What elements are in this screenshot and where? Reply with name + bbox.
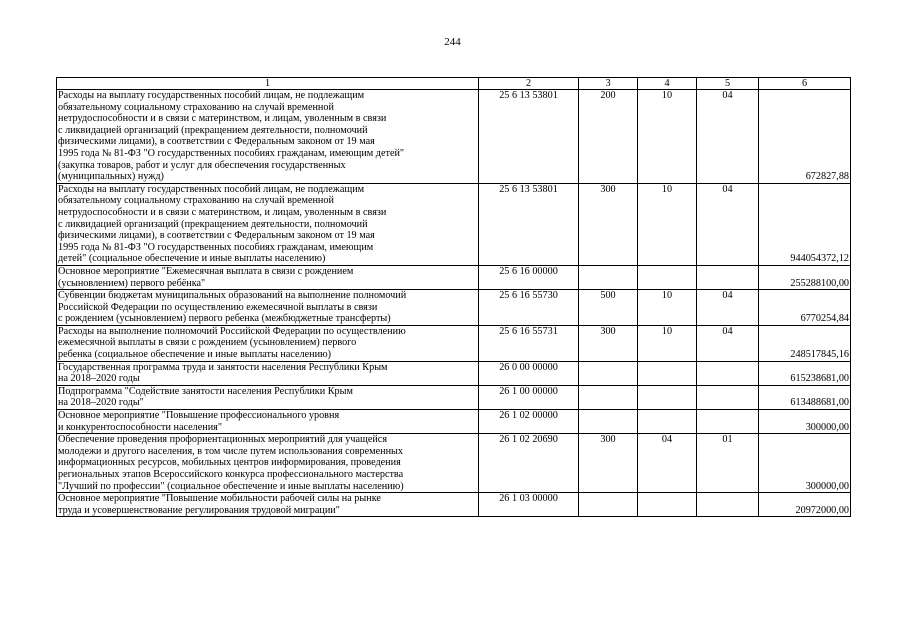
table-row [57,265,851,289]
target-article-code: 26 0 00 00000 [479,361,579,385]
table-row [57,434,851,493]
row-description: Расходы на выплату государственных пособий лицам, не подлежащим обязательному социальному страхованию на случай временной нетрудоспособности и в связи с материнством, и лицам, уволенным в связи с ликвидацией организаций (прекращением деятельности, полномочий физическими лицами), в соответствии с Федеральным законом от 19 мая 1995 года № 81-ФЗ "О государственных пособиях гражданам, имеющим детей" (закупка товаров, работ и услуг для обеспечения государственных (муниципальных) нужд) [57,90,479,184]
column-header: 4 [638,78,697,90]
expense-type-code: 300 [579,183,638,265]
table-row [57,410,851,434]
target-article-code: 25 6 16 55730 [479,290,579,326]
amount-value: 20972000,00 [759,493,851,517]
row-description: Основное мероприятие "Повышение мобильности рабочей силы на рынке труда и усовершенствование регулирования трудовой миграции" [57,493,479,517]
section-code: 10 [638,90,697,184]
row-description: Государственная программа труда и занятости населения Республики Крым на 2018–2020 годы [57,361,479,385]
expense-type-code: 200 [579,90,638,184]
amount-value: 944054372,12 [759,183,851,265]
expense-type-code: 300 [579,434,638,493]
subsection-code [697,385,759,409]
section-code: 10 [638,325,697,361]
target-article-code: 26 1 02 20690 [479,434,579,493]
expense-type-code [579,265,638,289]
target-article-code: 25 6 16 00000 [479,265,579,289]
section-code [638,361,697,385]
expense-type-code [579,493,638,517]
amount-value: 248517845,16 [759,325,851,361]
table-row [57,183,851,265]
subsection-code: 04 [697,183,759,265]
row-description: Подпрограмма "Содействие занятости населения Республики Крым на 2018–2020 годы" [57,385,479,409]
expense-type-code: 500 [579,290,638,326]
row-description: Основное мероприятие "Повышение профессионального уровня и конкурентоспособности населения" [57,410,479,434]
subsection-code [697,361,759,385]
expense-type-code [579,410,638,434]
column-header: 6 [759,78,851,90]
amount-value: 615238681,00 [759,361,851,385]
amount-value: 6770254,84 [759,290,851,326]
target-article-code: 26 1 03 00000 [479,493,579,517]
row-description: Основное мероприятие "Ежемесячная выплата в связи с рождением (усыновлением) первого ребёнка" [57,265,479,289]
expense-type-code [579,361,638,385]
target-article-code: 25 6 16 55731 [479,325,579,361]
amount-value: 300000,00 [759,410,851,434]
row-description: Субвенции бюджетам муниципальных образований на выполнение полномочий Российской Федерации по осуществлению ежемесячной выплаты в связи с рождением (усыновлением) первого ребенка (межбюджетные трансферты) [57,290,479,326]
subsection-code [697,493,759,517]
section-code [638,410,697,434]
column-number-row [57,78,851,90]
table-row [57,493,851,517]
column-header: 5 [697,78,759,90]
row-description: Обеспечение проведения профориентационных мероприятий для учащейся молодежи и другого населения, в том числе путем использования современных информационных ресурсов, мобильных центров информирования, проведения региональных этапов Всероссийского конкурса профессионального мастерства "Лучший по профессии" (социальное обеспечение и иные выплаты населению) [57,434,479,493]
expense-type-code: 300 [579,325,638,361]
target-article-code: 26 1 02 00000 [479,410,579,434]
subsection-code: 04 [697,325,759,361]
column-header: 2 [479,78,579,90]
table-row [57,361,851,385]
subsection-code [697,410,759,434]
table-row [57,290,851,326]
section-code: 10 [638,183,697,265]
target-article-code: 25 6 13 53801 [479,90,579,184]
column-header: 1 [57,78,479,90]
budget-table [56,77,851,517]
amount-value: 255288100,00 [759,265,851,289]
subsection-code [697,265,759,289]
table-row [57,325,851,361]
table-row [57,385,851,409]
section-code: 10 [638,290,697,326]
target-article-code: 26 1 00 00000 [479,385,579,409]
subsection-code: 04 [697,290,759,326]
amount-value: 613488681,00 [759,385,851,409]
section-code: 04 [638,434,697,493]
section-code [638,385,697,409]
amount-value: 672827,88 [759,90,851,184]
page-number: 244 [444,36,461,48]
section-code [638,265,697,289]
table-row [57,90,851,184]
expense-type-code [579,385,638,409]
column-header: 3 [579,78,638,90]
row-description: Расходы на выполнение полномочий Российской Федерации по осуществлению ежемесячной выплаты в связи с рождением (усыновлением) первого ребенка (социальное обеспечение и иные выплаты населению) [57,325,479,361]
section-code [638,493,697,517]
subsection-code: 01 [697,434,759,493]
target-article-code: 25 6 13 53801 [479,183,579,265]
row-description: Расходы на выплату государственных пособий лицам, не подлежащим обязательному социальному страхованию на случай временной нетрудоспособности и в связи с материнством, и лицам, уволенным в связи с ликвидацией организаций (прекращением деятельности, полномочий физическими лицами), в соответствии с Федеральным законом от 19 мая 1995 года № 81-ФЗ "О государственных пособиях гражданам, имеющим детей" (социальное обеспечение и иные выплаты населению) [57,183,479,265]
amount-value: 300000,00 [759,434,851,493]
subsection-code: 04 [697,90,759,184]
